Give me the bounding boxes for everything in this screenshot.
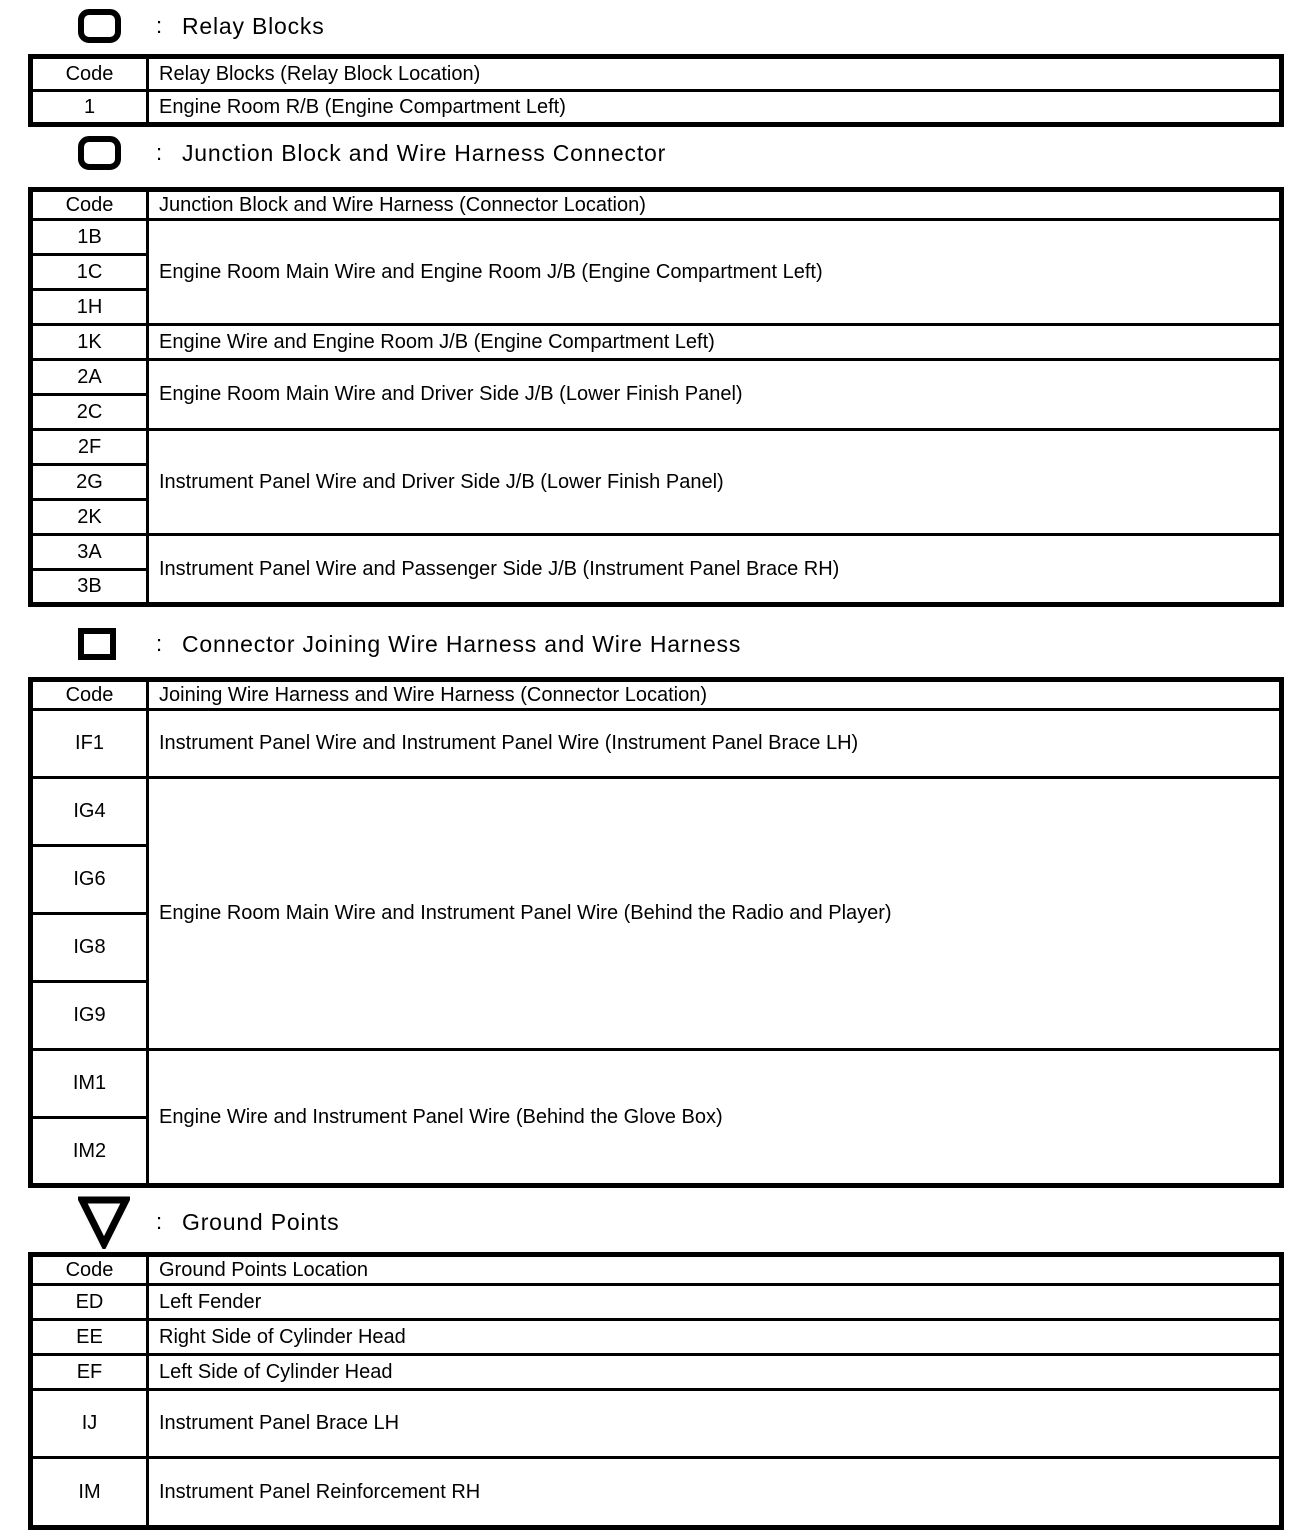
location-cell: Left Fender — [148, 1285, 1282, 1320]
table-header-row — [31, 1255, 1282, 1285]
location-cell: Engine Room Main Wire and Instrument Panel Wire (Behind the Radio and Player) — [148, 778, 1282, 1050]
location-cell: Engine Wire and Engine Room J/B (Engine Compartment Left) — [148, 325, 1282, 360]
code-cell: IM1 — [31, 1050, 148, 1118]
code-cell: 2K — [31, 500, 148, 535]
location-cell: Engine Room Main Wire and Engine Room J/B (Engine Compartment Left) — [148, 220, 1282, 325]
ground-point-symbol-icon — [78, 1195, 130, 1249]
code-cell: IJ — [31, 1390, 148, 1458]
location-cell: Instrument Panel Reinforcement RH — [148, 1458, 1282, 1528]
code-cell: IG6 — [31, 846, 148, 914]
code-cell: ED — [31, 1285, 148, 1320]
table-row — [31, 325, 1282, 360]
table-row — [31, 1320, 1282, 1355]
location-cell: Engine Room R/B (Engine Compartment Left) — [148, 91, 1282, 125]
table-header-row — [31, 190, 1282, 220]
code-cell: IM — [31, 1458, 148, 1528]
location-cell: Right Side of Cylinder Head — [148, 1320, 1282, 1355]
code-cell: 1 — [31, 91, 148, 125]
table-row — [31, 778, 1282, 846]
table-row — [31, 1355, 1282, 1390]
table-row — [31, 535, 1282, 570]
table-row — [31, 1458, 1282, 1528]
heading-separator: : — [156, 631, 163, 656]
code-cell: IM2 — [31, 1118, 148, 1186]
table-row — [31, 1390, 1282, 1458]
code-header: Code — [31, 680, 148, 710]
connector-joining-table — [28, 677, 1284, 1188]
location-header: Relay Blocks (Relay Block Location) — [148, 57, 1282, 91]
code-cell: 2A — [31, 360, 148, 395]
code-cell: 1H — [31, 290, 148, 325]
table-row — [31, 360, 1282, 395]
table-row — [31, 1285, 1282, 1320]
code-cell: IG8 — [31, 914, 148, 982]
location-cell: Engine Room Main Wire and Driver Side J/B (Lower Finish Panel) — [148, 360, 1282, 430]
code-cell: 1B — [31, 220, 148, 255]
table-row — [31, 1050, 1282, 1118]
table-row — [31, 220, 1282, 255]
table-header-row — [31, 57, 1282, 91]
section-title: Relay Blocks — [182, 12, 325, 39]
code-cell: EE — [31, 1320, 148, 1355]
code-cell: 2C — [31, 395, 148, 430]
code-cell: IF1 — [31, 710, 148, 778]
heading-separator: : — [156, 140, 163, 165]
code-header: Code — [31, 57, 148, 91]
relay-block-symbol-icon — [78, 9, 121, 43]
section-heading-relay-blocks — [28, 6, 1286, 46]
code-cell: 2G — [31, 465, 148, 500]
location-cell: Instrument Panel Wire and Passenger Side J/B (Instrument Panel Brace RH) — [148, 535, 1282, 605]
junction-block-table — [28, 187, 1284, 607]
code-cell: 3B — [31, 570, 148, 605]
location-cell: Engine Wire and Instrument Panel Wire (Behind the Glove Box) — [148, 1050, 1282, 1186]
code-cell: 3A — [31, 535, 148, 570]
location-header: Joining Wire Harness and Wire Harness (Connector Location) — [148, 680, 1282, 710]
section-title: Ground Points — [182, 1208, 340, 1235]
location-cell: Instrument Panel Brace LH — [148, 1390, 1282, 1458]
ground-points-table — [28, 1252, 1284, 1530]
code-header: Code — [31, 1255, 148, 1285]
section-heading-connector-joining — [28, 623, 1286, 665]
code-cell: 1K — [31, 325, 148, 360]
junction-block-symbol-icon — [78, 136, 121, 170]
code-cell: 2F — [31, 430, 148, 465]
table-row — [31, 91, 1282, 125]
location-cell: Instrument Panel Wire and Instrument Panel Wire (Instrument Panel Brace LH) — [148, 710, 1282, 778]
relay-blocks-table — [28, 54, 1284, 127]
section-heading-ground-points — [28, 1194, 1286, 1250]
section-title: Junction Block and Wire Harness Connector — [182, 139, 667, 166]
section-title: Connector Joining Wire Harness and Wire Harness — [182, 630, 742, 657]
location-header: Ground Points Location — [148, 1255, 1282, 1285]
section-heading-junction-block — [28, 133, 1286, 173]
code-cell: IG9 — [31, 982, 148, 1050]
heading-separator: : — [156, 13, 163, 38]
location-cell: Instrument Panel Wire and Driver Side J/B (Lower Finish Panel) — [148, 430, 1282, 535]
connector-symbol-icon — [78, 628, 116, 660]
code-cell: 1C — [31, 255, 148, 290]
table-header-row — [31, 680, 1282, 710]
table-row — [31, 430, 1282, 465]
table-row — [31, 710, 1282, 778]
code-cell: IG4 — [31, 778, 148, 846]
location-cell: Left Side of Cylinder Head — [148, 1355, 1282, 1390]
heading-separator: : — [156, 1209, 163, 1234]
code-cell: EF — [31, 1355, 148, 1390]
code-header: Code — [31, 190, 148, 220]
location-header: Junction Block and Wire Harness (Connector Location) — [148, 190, 1282, 220]
